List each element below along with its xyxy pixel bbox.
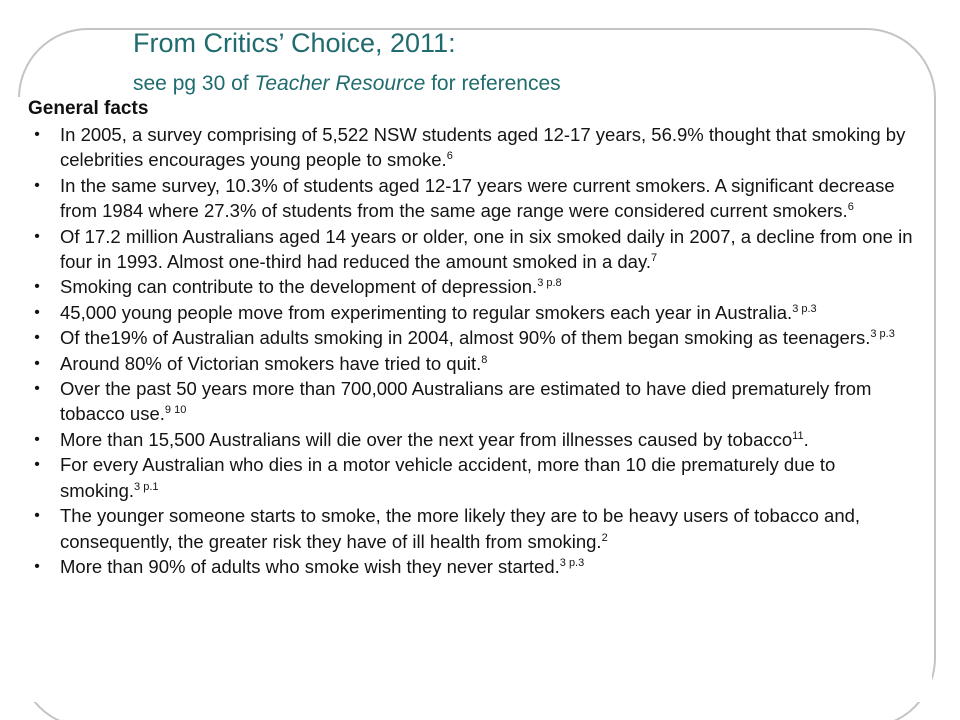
fact-text: The younger someone starts to smoke, the more likely they are to be heavy users of tobacco and, consequently, the greater risk they have of ill health from smoking. (60, 505, 861, 552)
section-heading: General facts (28, 98, 149, 119)
reference-superscript: 3 p.1 (134, 480, 159, 493)
bullet-icon: • (34, 176, 40, 194)
fact-text: Of 17.2 million Australians aged 14 years or older, one in six smoked daily in 2007, a decline from one in four in 1993. Almost one-third had reduced the amount smoked in a day. (60, 225, 913, 273)
fact-item (18, 122, 918, 173)
fact-text: For every Australian who dies in a motor vehicle accident, more than 10 die prematurely due to smoking. (60, 454, 836, 501)
subtitle-prefix: see pg 30 of (133, 72, 255, 95)
reference-superscript: 6 (847, 201, 854, 214)
scanned-document (18, 97, 932, 702)
fact-trailing-punctuation: . (803, 428, 809, 450)
fact-item (18, 376, 918, 427)
fact-text: Of the19% of Australian adults smoking in 2004, almost 90% of them began smoking as teenagers. (60, 327, 871, 349)
slide-subtitle (133, 72, 933, 96)
bullet-icon: • (34, 354, 40, 372)
reference-superscript: 8 (481, 353, 488, 366)
fact-text: Smoking can contribute to the development of depression. (60, 276, 538, 298)
bullet-icon: • (34, 303, 40, 321)
fact-item (18, 427, 918, 452)
subtitle-emphasis: Teacher Resource (254, 72, 426, 95)
fact-text: In the same survey, 10.3% of students aged 12-17 years were current smokers. A significant decrease from 1984 where 27.3% of students from the same age range were considered current smokers. (60, 174, 895, 222)
reference-superscript: 7 (651, 251, 658, 264)
fact-text: Around 80% of Victorian smokers have tried to quit. (60, 352, 482, 374)
subtitle-suffix: for references (425, 72, 561, 95)
reference-superscript: 3 p.3 (870, 328, 895, 341)
bullet-icon: • (34, 126, 40, 143)
reference-superscript: 11 (792, 429, 804, 442)
fact-text: More than 15,500 Australians will die over the next year from illnesses caused by tobacco (60, 428, 793, 450)
bullet-icon: • (34, 227, 40, 245)
fact-item (18, 503, 918, 554)
bullet-icon: • (34, 278, 40, 296)
fact-item (18, 351, 918, 376)
reference-superscript: 6 (446, 150, 453, 163)
fact-text: More than 90% of adults who smoke wish they never started. (60, 555, 560, 577)
fact-item (18, 554, 918, 579)
fact-item (18, 325, 918, 350)
fact-text: Over the past 50 years more than 700,000 Australians are estimated to have died prematurely from tobacco use. (60, 378, 872, 425)
reference-superscript: 2 (601, 531, 608, 544)
bullet-icon: • (34, 430, 40, 448)
bullet-icon: • (34, 380, 40, 398)
reference-superscript: 3 p.3 (559, 556, 585, 569)
fact-item (18, 173, 918, 224)
fact-item (18, 274, 918, 299)
fact-text: 45,000 young people move from experimenting to regular smokers each year in Australia. (60, 301, 793, 323)
reference-superscript: 3 p.3 (792, 302, 817, 315)
facts-list (18, 122, 918, 579)
fact-text: In 2005, a survey comprising of 5,522 NSW students aged 12-17 years, 56.9% thought that smoking by celebrities encourages young people to smoke. (60, 124, 906, 171)
reference-superscript: 9 10 (164, 404, 187, 417)
fact-item (18, 300, 918, 325)
fact-item (18, 452, 918, 503)
reference-superscript: 3 p.8 (537, 277, 562, 290)
slide-title: From Critics’ Choice, 2011: (133, 28, 456, 58)
bullet-icon: • (34, 557, 40, 575)
bullet-icon: • (34, 329, 40, 347)
bullet-icon: • (34, 456, 40, 474)
fact-item (18, 224, 918, 275)
bullet-icon: • (34, 507, 40, 525)
